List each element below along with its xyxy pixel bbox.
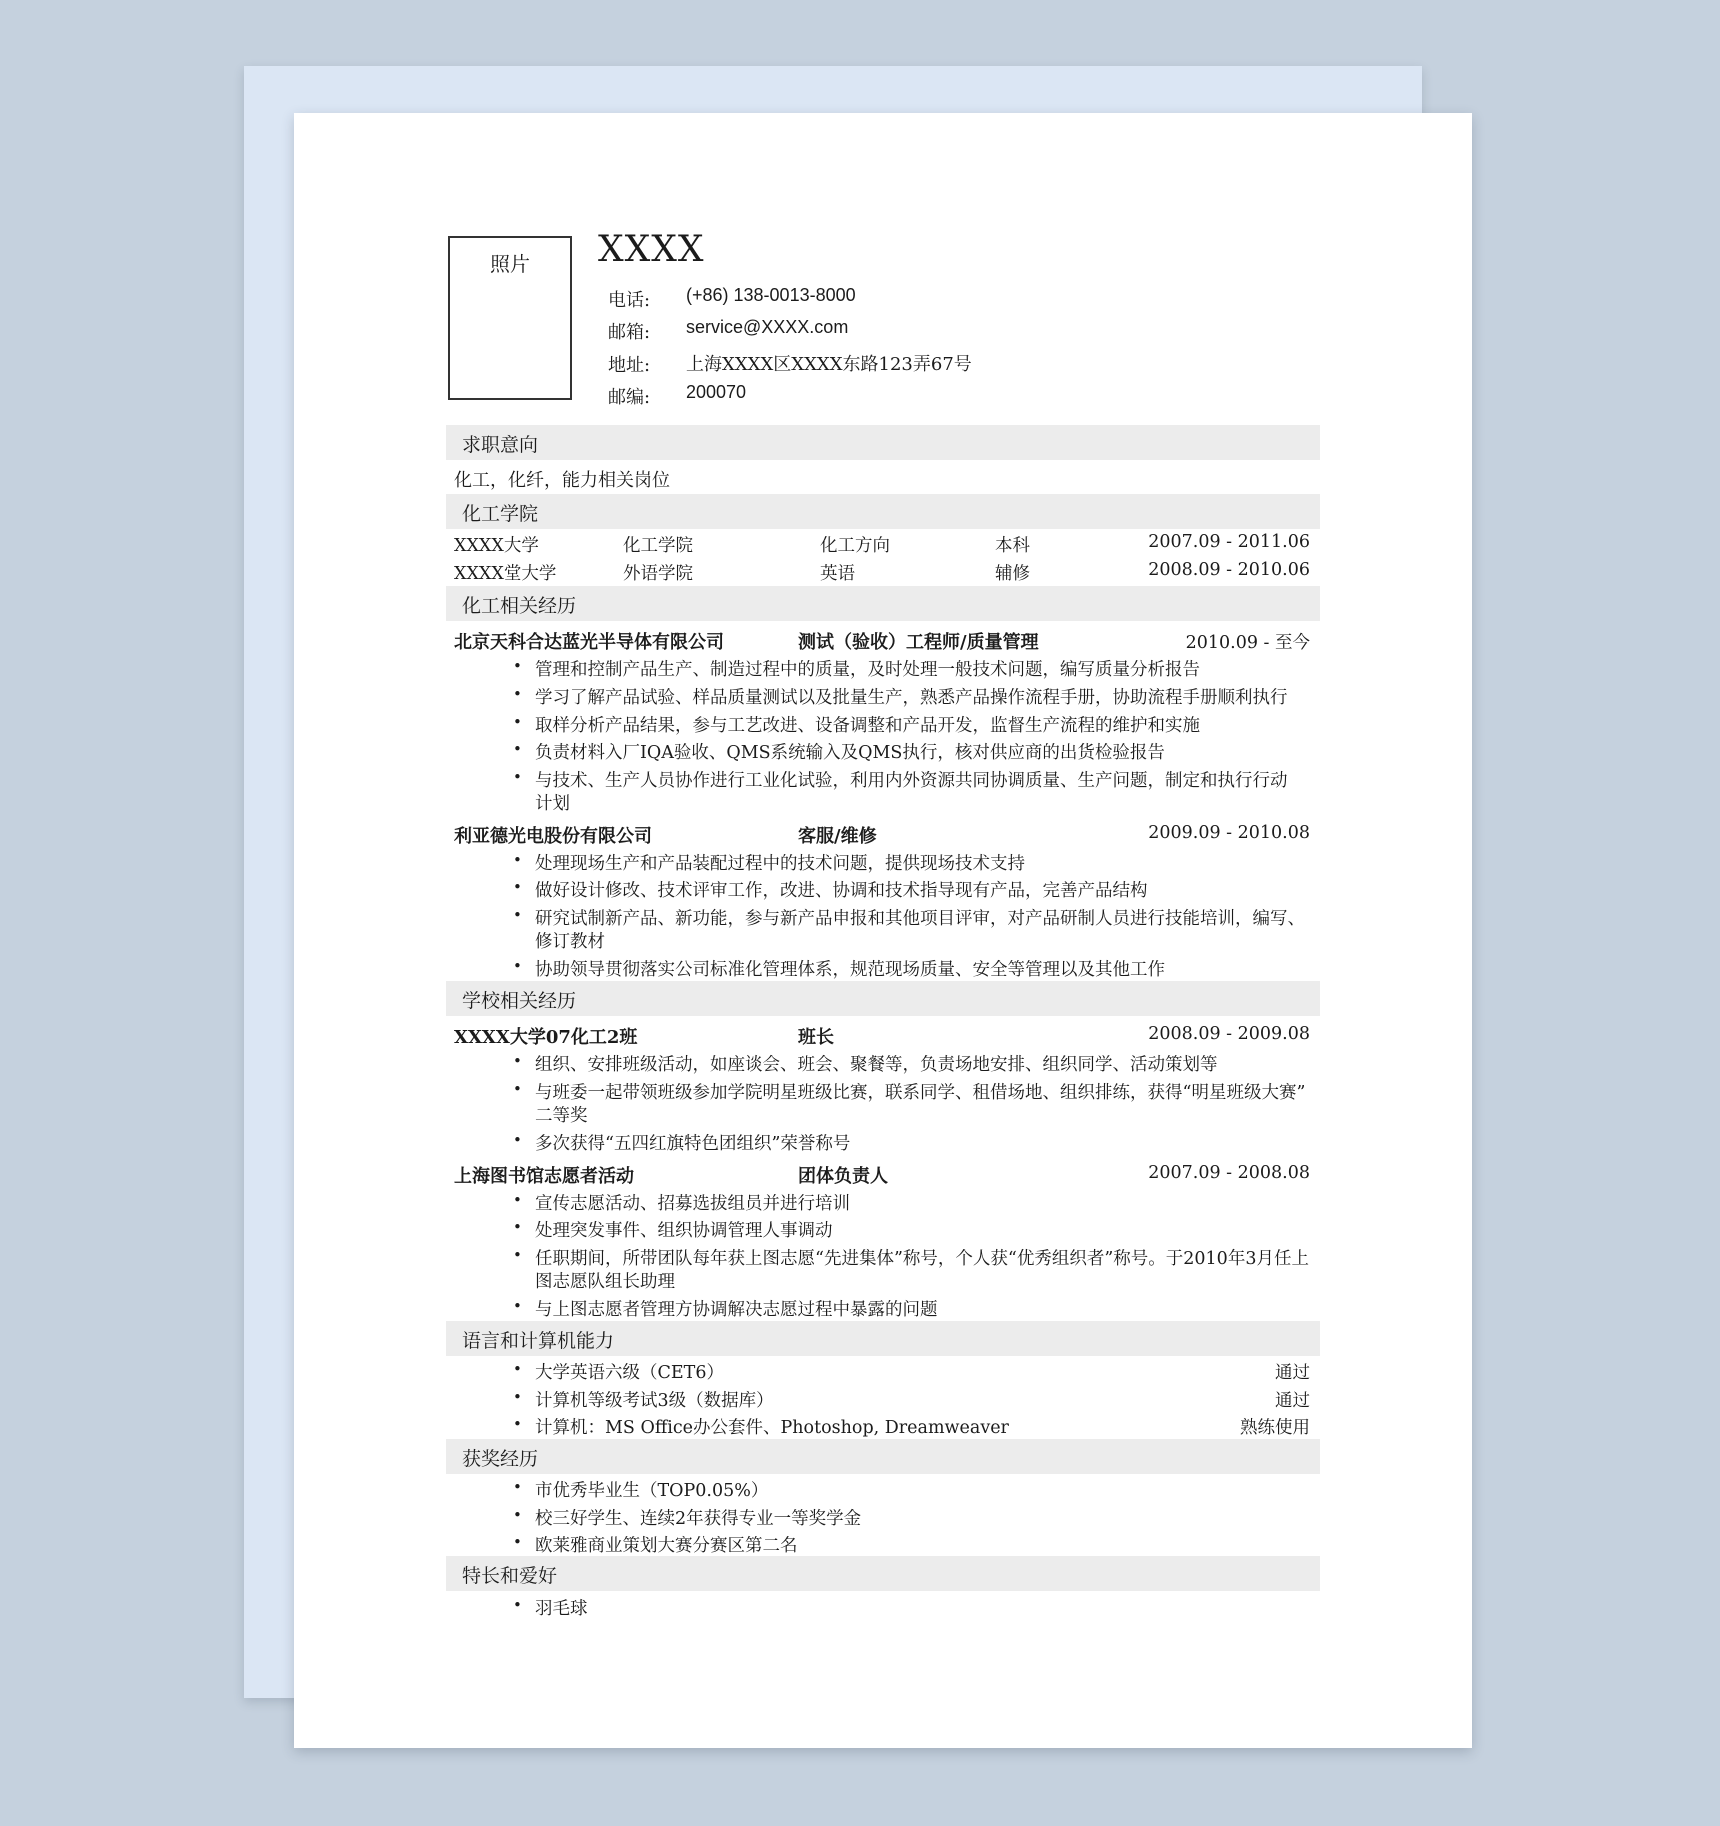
bullet-icon: • (513, 1218, 522, 1236)
bullet-icon: • (513, 657, 522, 675)
photo-label: 照片 (490, 252, 530, 276)
job-bullet-cont: 计划 (535, 794, 570, 814)
section-title: 求职意向 (462, 434, 539, 456)
section-title: 特长和爱好 (462, 1565, 558, 1587)
job-bullet: 做好设计修改、技术评审工作，改进、协调和技术指导现有产品，完善产品结构 (535, 881, 1148, 901)
bullet-icon: • (513, 1191, 522, 1209)
edu-degree: 本科 (995, 536, 1030, 556)
award-item: 校三好学生、连续2年获得专业一等奖学金 (535, 1509, 862, 1529)
school-role: 团体负责人 (798, 1166, 888, 1187)
objective-text: 化工，化纤，能力相关岗位 (454, 470, 670, 491)
photo-placeholder (448, 236, 572, 400)
skill-level: 通过 (1275, 1363, 1310, 1383)
job-bullet: 研究试制新产品、新功能，参与新产品申报和其他项目评审，对产品研制人员进行技能培训，编写、 (535, 909, 1305, 929)
school-bullet-cont: 二等奖 (535, 1106, 588, 1126)
edu-school: XXXX大学 (454, 536, 539, 556)
edu-college: 外语学院 (623, 564, 693, 584)
school-bullet: 组织、安排班级活动，如座谈会、班会、聚餐等，负责场地安排、组织同学、活动策划等 (535, 1055, 1218, 1075)
email-value: service@XXXX.com (686, 317, 849, 337)
job-bullet: 与技术、生产人员协作进行工业化试验，利用内外资源共同协调质量、生产问题，制定和执行行动 (535, 771, 1288, 791)
edu-period: 2008.09 - 2010.06 (1148, 560, 1310, 580)
job-role: 测试（验收）工程师/质量管理 (798, 632, 1039, 653)
job-bullet: 管理和控制产品生产、制造过程中的质量，及时处理一般技术问题，编写质量分析报告 (535, 660, 1200, 680)
edu-school: XXXX堂大学 (454, 564, 557, 584)
job-period: 2010.09 - 至今 (1185, 633, 1310, 653)
school-period: 2007.09 - 2008.08 (1148, 1163, 1310, 1183)
bullet-icon: • (513, 1080, 522, 1098)
section-title: 获奖经历 (462, 1448, 539, 1470)
school-bullet-cont: 图志愿队组长助理 (535, 1272, 675, 1292)
skill-item: 计算机：MS Office办公套件、Photoshop, Dreamweaver (535, 1418, 1009, 1438)
bullet-icon: • (513, 1506, 522, 1524)
bullet-icon: • (513, 768, 522, 786)
section-title: 化工学院 (462, 503, 539, 525)
job-bullet: 学习了解产品试验、样品质量测试以及批量生产，熟悉产品操作流程手册，协助流程手册顺利执行 (535, 688, 1288, 708)
address-value: 上海XXXX区XXXX东路123弄67号 (686, 354, 972, 375)
bullet-icon: • (513, 1360, 522, 1378)
phone-value: (+86) 138-0013-8000 (686, 285, 856, 305)
skill-item: 大学英语六级（CET6） (535, 1363, 724, 1383)
school-bullet: 与班委一起带领班级参加学院明星班级比赛，联系同学、租借场地、组织排练，获得“明星班级大赛” (535, 1083, 1306, 1103)
bullet-icon: • (513, 1596, 522, 1614)
edu-college: 化工学院 (623, 536, 693, 556)
school-bullet: 任职期间，所带团队每年获上图志愿“先进集体”称号，个人获“优秀组织者”称号。于2010年3月任上 (535, 1249, 1309, 1269)
job-bullet: 负责材料入厂IQA验收、QMS系统输入及QMS执行，核对供应商的出货检验报告 (535, 743, 1165, 763)
award-item: 市优秀毕业生（TOP0.05%） (535, 1481, 769, 1501)
school-role: 班长 (798, 1027, 834, 1048)
job-company: 利亚德光电股份有限公司 (454, 826, 652, 847)
bullet-icon: • (513, 685, 522, 703)
postcode-value: 200070 (686, 382, 747, 402)
job-bullet: 处理现场生产和产品装配过程中的技术问题，提供现场技术支持 (535, 854, 1025, 874)
section-awards (446, 1439, 1320, 1474)
section-hobbies (446, 1556, 1320, 1591)
section-school (446, 981, 1320, 1016)
section-education (446, 494, 1320, 529)
bullet-icon: • (513, 957, 522, 975)
bullet-icon: • (513, 878, 522, 896)
school-bullet: 多次获得“五四红旗特色团组织”荣誉称号 (535, 1134, 851, 1154)
section-skills (446, 1321, 1320, 1356)
school-period: 2008.09 - 2009.08 (1148, 1024, 1310, 1044)
bullet-icon: • (513, 1478, 522, 1496)
skill-level: 通过 (1275, 1391, 1310, 1411)
edu-degree: 辅修 (995, 564, 1030, 584)
job-bullet-cont: 修订教材 (535, 932, 605, 952)
school-bullet: 与上图志愿者管理方协调解决志愿过程中暴露的问题 (535, 1300, 938, 1320)
bullet-icon: • (513, 713, 522, 731)
section-title: 学校相关经历 (462, 990, 577, 1012)
bullet-icon: • (513, 1415, 522, 1433)
postcode-label: 邮编: (608, 387, 651, 408)
candidate-name: XXXX (598, 229, 705, 270)
bullet-icon: • (513, 1388, 522, 1406)
bullet-icon: • (513, 740, 522, 758)
bullet-icon: • (513, 1052, 522, 1070)
school-org: 上海图书馆志愿者活动 (454, 1166, 634, 1187)
job-period: 2009.09 - 2010.08 (1148, 823, 1310, 843)
edu-period: 2007.09 - 2011.06 (1148, 532, 1310, 552)
edu-major: 化工方向 (820, 536, 890, 556)
bullet-icon: • (513, 851, 522, 869)
email-label: 邮箱: (608, 322, 651, 343)
section-work (446, 586, 1320, 621)
bullet-icon: • (513, 1533, 522, 1551)
bullet-icon: • (513, 1131, 522, 1149)
section-objective (446, 425, 1320, 460)
section-title: 语言和计算机能力 (462, 1330, 615, 1352)
job-role: 客服/维修 (798, 826, 877, 847)
edu-major: 英语 (820, 564, 855, 584)
hobby-item: 羽毛球 (535, 1599, 588, 1619)
award-item: 欧莱雅商业策划大赛分赛区第二名 (535, 1536, 798, 1556)
job-company: 北京天科合达蓝光半导体有限公司 (454, 632, 724, 653)
skill-item: 计算机等级考试3级（数据库） (535, 1391, 774, 1411)
address-label: 地址: (608, 355, 651, 376)
bullet-icon: • (513, 906, 522, 924)
phone-label: 电话: (608, 290, 651, 311)
school-org: XXXX大学07化工2班 (454, 1027, 638, 1048)
job-bullet: 取样分析产品结果，参与工艺改进、设备调整和产品开发，监督生产流程的维护和实施 (535, 716, 1200, 736)
section-title: 化工相关经历 (462, 595, 577, 617)
job-bullet: 协助领导贯彻落实公司标准化管理体系，规范现场质量、安全等管理以及其他工作 (535, 960, 1165, 980)
bullet-icon: • (513, 1297, 522, 1315)
bullet-icon: • (513, 1246, 522, 1264)
school-bullet: 宣传志愿活动、招募选拔组员并进行培训 (535, 1194, 850, 1214)
skill-level: 熟练使用 (1240, 1418, 1310, 1438)
school-bullet: 处理突发事件、组织协调管理人事调动 (535, 1221, 833, 1241)
